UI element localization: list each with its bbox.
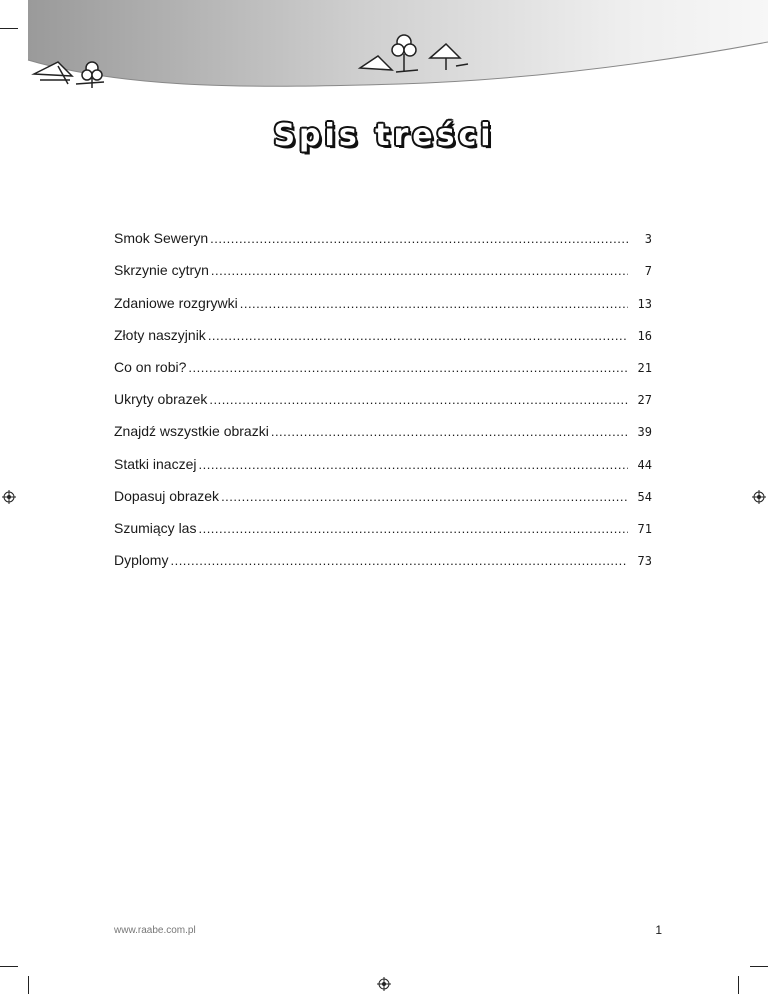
toc-entry-label: Ukryty obrazek xyxy=(114,391,208,408)
crop-mark xyxy=(750,966,768,967)
crop-mark xyxy=(28,976,29,994)
footer-url: www.raabe.com.pl xyxy=(114,925,196,936)
toc-entry-page: 21 xyxy=(637,360,652,375)
toc-entry xyxy=(114,472,652,504)
page-number: 1 xyxy=(655,923,662,937)
toc-entry xyxy=(114,278,652,310)
dot-leader xyxy=(198,457,628,472)
toc-entry-page: 44 xyxy=(637,457,652,472)
toc-entry xyxy=(114,439,652,471)
toc-entry xyxy=(114,246,652,278)
toc-entry xyxy=(114,311,652,343)
toc-entry xyxy=(114,407,652,439)
toc-entry-page: 3 xyxy=(644,232,652,247)
toc-entry-label: Dyplomy xyxy=(114,552,169,569)
toc-entry-label: Smok Seweryn xyxy=(114,230,209,247)
toc-entry-page: 71 xyxy=(637,521,652,536)
toc-entry xyxy=(114,536,652,568)
registration-mark-icon xyxy=(2,490,16,504)
table-of-contents xyxy=(114,214,652,568)
dot-leader xyxy=(271,424,628,439)
dot-leader xyxy=(208,328,628,343)
toc-entry-label: Skrzynie cytryn xyxy=(114,262,209,279)
dot-leader xyxy=(210,231,628,246)
toc-entry-label: Co on robi? xyxy=(114,358,187,375)
dot-leader xyxy=(198,521,628,536)
toc-entry xyxy=(114,214,652,246)
dot-leader xyxy=(170,553,628,568)
toc-entry-page: 54 xyxy=(637,489,652,504)
dot-leader xyxy=(211,263,628,278)
header-banner xyxy=(0,0,768,100)
toc-entry xyxy=(114,375,652,407)
toc-entry-label: Statki inaczej xyxy=(114,455,197,472)
registration-mark-icon xyxy=(752,490,766,504)
toc-entry-label: Znajdź wszystkie obrazki xyxy=(114,423,269,440)
dot-leader xyxy=(188,360,628,375)
crop-mark xyxy=(738,976,739,994)
toc-entry-page: 73 xyxy=(637,554,652,569)
toc-entry-page: 27 xyxy=(637,393,652,408)
dot-leader xyxy=(221,489,628,504)
dot-leader xyxy=(209,392,628,407)
toc-entry-label: Zdaniowe rozgrywki xyxy=(114,294,238,311)
toc-entry-page: 39 xyxy=(637,425,652,440)
toc-entry-page: 16 xyxy=(637,328,652,343)
toc-entry-label: Dopasuj obrazek xyxy=(114,487,220,504)
crop-mark xyxy=(0,966,18,967)
toc-entry xyxy=(114,343,652,375)
toc-entry xyxy=(114,504,652,536)
toc-entry-page: 7 xyxy=(644,264,652,279)
dot-leader xyxy=(240,296,628,311)
toc-entry-label: Szumiący las xyxy=(114,519,197,536)
toc-entry-label: Złoty naszyjnik xyxy=(114,326,206,343)
registration-mark-icon xyxy=(377,977,391,991)
page-title: Spis treści xyxy=(273,118,495,153)
toc-entry-page: 13 xyxy=(637,296,652,311)
